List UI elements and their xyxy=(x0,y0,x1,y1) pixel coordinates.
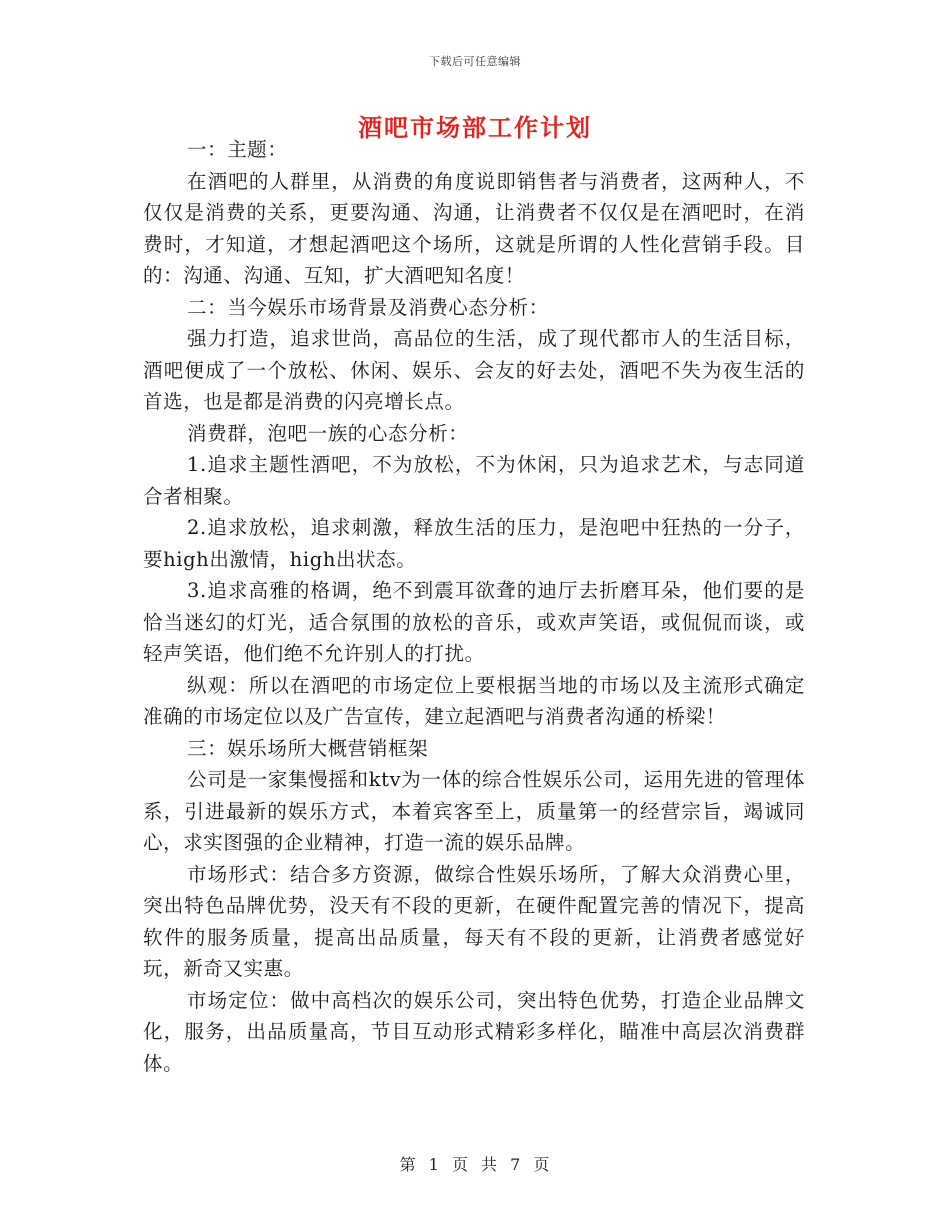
list-item-3: 3.追求高雅的格调，绝不到震耳欲聋的迪厅去折磨耳朵，他们要的是恰当迷幻的灯光，适合氛围的放松的音乐，或欢声笑语，或侃侃而谈，或轻声笑语，他们绝不允许别人的打扰。 xyxy=(143,579,805,665)
section-heading-theme: 一：主题： xyxy=(187,138,288,161)
page-footer: 第 1 页 共 7 页 xyxy=(399,1155,551,1174)
document-body xyxy=(143,134,805,1079)
paragraph-company: 公司是一家集慢摇和ktv为一体的综合性娱乐公司，运用先进的管理体系，引进最新的娱乐方式，本着宾客至上，质量第一的经营宗旨，竭诚同心，求实图强的企业精神，打造一流的娱乐品牌。 xyxy=(143,768,805,854)
paragraph-market-form: 市场形式：结合多方资源，做综合性娱乐场所，了解大众消费心里，突出特色品牌优势，没天有不段的更新，在硬件配置完善的情况下，提高软件的服务质量，提高出品质量，每天有不段的更新，让消费者感觉好玩，新奇又实惠。 xyxy=(143,862,805,980)
paragraph-overview: 纵观：所以在酒吧的市场定位上要根据当地的市场以及主流形式确定准确的市场定位以及广告宣传，建立起酒吧与消费者沟通的桥梁！ xyxy=(143,673,805,728)
section-heading-background: 二：当今娱乐市场背景及消费心态分析： xyxy=(187,295,549,319)
subheading-consumer-mindset: 消费群，泡吧一族的心态分析： xyxy=(187,421,469,445)
section-heading-framework: 三：娱乐场所大概营销框架 xyxy=(187,736,429,760)
paragraph-theme: 在酒吧的人群里，从消费的角度说即销售者与消费者，这两种人，不仅仅是消费的关系，更要沟通、沟通，让消费者不仅仅是在酒吧时，在消费时，才知道，才想起酒吧这个场所，这就是所谓的人性化营销手段。目的：沟通、沟通、互知，扩大酒吧知名度！ xyxy=(143,169,805,287)
paragraph-market-positioning: 市场定位：做中高档次的娱乐公司，突出特色优势，打造企业品牌文化，服务，出品质量高，节目互动形式精彩多样化，瞄准中高层次消费群体。 xyxy=(143,988,805,1075)
document-title: 酒吧市场部工作计划 xyxy=(358,113,592,142)
header-note: 下载后可任意编辑 xyxy=(429,55,521,68)
list-item-2: 2.追求放松，追求刺激，释放生活的压力，是泡吧中狂热的一分子，要high出激情，high出状态。 xyxy=(143,516,805,571)
paragraph-background: 强力打造，追求世尚，高品位的生活，成了现代都市人的生活目标，酒吧便成了一个放松、休闲、娱乐、会友的好去处，酒吧不失为夜生活的首选，也是都是消费的闪亮增长点。 xyxy=(143,327,805,413)
list-item-1: 1.追求主题性酒吧，不为放松，不为休闲，只为追求艺术，与志同道合者相聚。 xyxy=(143,453,805,508)
